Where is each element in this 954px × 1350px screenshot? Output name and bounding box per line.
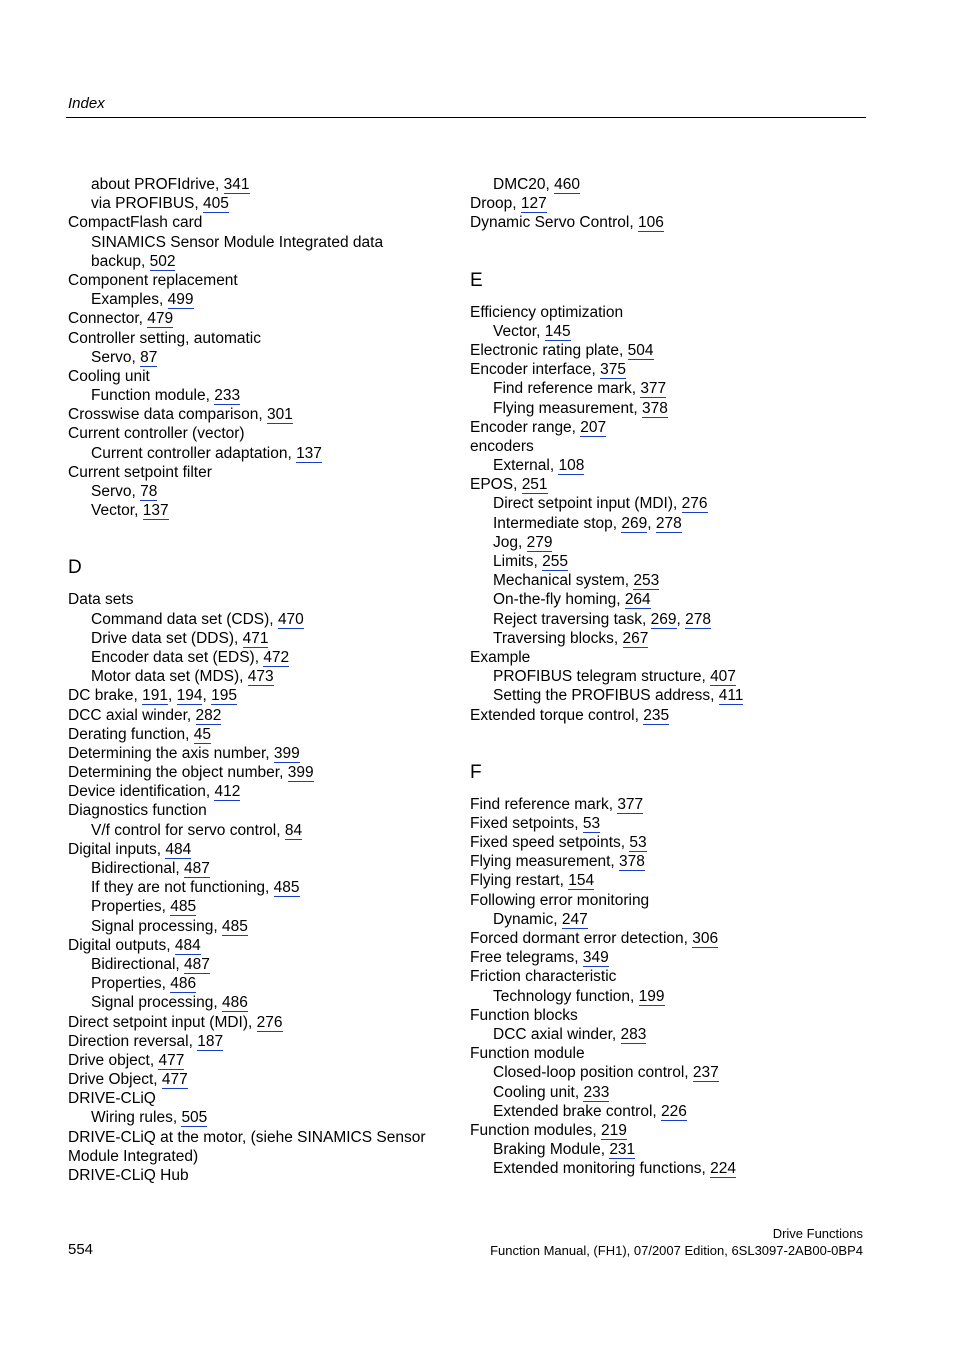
index-entry-text: Bidirectional, (91, 860, 185, 877)
index-entry (68, 367, 458, 386)
index-entry-text: via PROFIBUS, (91, 195, 203, 213)
index-entry (470, 929, 860, 948)
index-subentry (68, 993, 458, 1012)
page-link[interactable]: 187 (197, 1032, 224, 1050)
index-entry-text: Digital inputs, (68, 840, 166, 858)
index-subentry (68, 233, 458, 252)
index-subentry (68, 821, 458, 840)
index-entry-text: Fixed speed setpoints, (470, 834, 630, 852)
index-entry-text: Extended brake control, (493, 1102, 662, 1120)
page-link[interactable]: 502 (149, 252, 176, 270)
index-subentry (68, 897, 458, 916)
index-subentry (68, 610, 458, 629)
index-entry-text: Connector, (68, 310, 148, 328)
index-entry (68, 763, 458, 782)
page-link[interactable]: 306 (692, 930, 719, 947)
page-separator: , (647, 514, 656, 532)
index-subentry (470, 456, 860, 475)
index-entry-text: Fixed setpoints, (470, 814, 583, 832)
page-link[interactable]: 412 (214, 783, 241, 801)
index-entry-text: Flying restart, (470, 872, 569, 890)
page-link[interactable]: 264 (624, 591, 651, 609)
index-entry-text: Vector, (91, 502, 143, 520)
index-subentry (470, 322, 860, 341)
index-entry (470, 795, 860, 814)
page-link[interactable]: 278 (685, 610, 712, 628)
index-subentry (470, 552, 860, 571)
index-subentry (470, 571, 860, 590)
index-entry-text: On-the-fly homing, (493, 591, 625, 609)
index-subentry (68, 1108, 458, 1127)
index-entry-text: Function blocks (470, 1006, 578, 1024)
index-entry-text: Efficiency optimization (470, 303, 624, 321)
index-entry (470, 948, 860, 967)
index-entry-text: Limits, (493, 553, 543, 570)
index-entry-text: SINAMICS Sensor Module Integrated data (91, 233, 384, 251)
page-link[interactable]: 399 (287, 764, 314, 782)
page-link[interactable]: 349 (582, 949, 609, 967)
page-link[interactable]: 377 (617, 795, 644, 813)
index-entry-text: Jog, (493, 533, 527, 551)
index-entry-text: Drive Object, (68, 1071, 162, 1089)
page-link[interactable]: 504 (627, 341, 654, 359)
index-entry-text: Properties, (91, 898, 171, 916)
index-entry-text: encoders (470, 437, 534, 455)
index-entry-text: Encoder data set (EDS), (91, 648, 264, 666)
page-link[interactable]: 267 (622, 629, 649, 647)
page-link[interactable]: 471 (242, 629, 269, 647)
page-link[interactable]: 301 (267, 406, 293, 424)
page-link[interactable]: 251 (521, 476, 548, 494)
index-entry (68, 424, 458, 443)
index-entry (68, 686, 458, 705)
page-number: 554 (68, 1241, 94, 1258)
index-entry-text: Cooling unit (68, 367, 150, 385)
index-entry-text: backup, (91, 252, 150, 270)
index-entry-text: Technology function, (493, 987, 639, 1005)
index-entry-text: Motor data set (MDS), (91, 668, 248, 686)
index-subentry (68, 194, 458, 213)
index-entry (68, 1089, 458, 1108)
footer-manual-info: Function Manual, (FH1), 07/2007 Edition, 6SL3097-2AB00-0BP4 (490, 1243, 863, 1258)
index-subentry (68, 501, 458, 520)
index-entry-text: V/f control for servo control, (91, 821, 285, 839)
index-subentry (68, 648, 458, 667)
page-separator: , (202, 687, 212, 705)
index-subentry (470, 514, 860, 533)
index-entry-text: Traversing blocks, (493, 629, 623, 647)
index-subentry (68, 386, 458, 405)
header-rule (66, 117, 866, 118)
index-subentry (470, 1102, 860, 1121)
index-subentry (68, 444, 458, 463)
index-entry (470, 1044, 860, 1063)
index-section-letter: D (68, 557, 82, 579)
footer-doc-title: Drive Functions (772, 1226, 863, 1241)
index-entry-text: Current controller (vector) (68, 425, 245, 443)
index-entry (470, 852, 860, 871)
index-entry-text: CompactFlash card (68, 214, 203, 232)
page-link[interactable]: 231 (609, 1141, 636, 1159)
index-entry-text: Module Integrated) (68, 1147, 199, 1165)
index-subentry (68, 859, 458, 878)
index-entry-text: Extended torque control, (470, 706, 644, 724)
index-entry-text: Braking Module, (493, 1141, 610, 1159)
page-link[interactable]: 485 (170, 898, 197, 916)
index-entry-text: Properties, (91, 975, 171, 993)
index-entry-text: Find reference mark, (493, 380, 641, 398)
index-entry-text: Direct setpoint input (MDI), (68, 1013, 257, 1031)
index-entry (68, 1128, 458, 1147)
index-subentry (68, 917, 458, 936)
page-link[interactable]: 407 (710, 668, 736, 686)
index-subentry (470, 533, 860, 552)
index-entry-text: PROFIBUS telegram structure, (493, 668, 711, 686)
index-entry-text: Drive object, (68, 1051, 159, 1069)
page-link[interactable]: 472 (263, 648, 290, 666)
index-subentry (470, 910, 860, 929)
index-entry-text: Controller setting, automatic (68, 329, 261, 347)
index-entry (470, 194, 860, 213)
index-entry-text: Function module (470, 1045, 585, 1063)
index-entry (68, 590, 458, 609)
index-entry-text: Digital outputs, (68, 936, 175, 954)
index-entry (470, 341, 860, 360)
index-entry-text: Reject traversing task, (493, 610, 651, 628)
index-subentry (470, 667, 860, 686)
page-link[interactable]: 106 (637, 214, 664, 232)
index-entry (68, 782, 458, 801)
page-link[interactable]: 276 (681, 495, 708, 513)
index-entry-text: Determining the axis number, (68, 744, 274, 762)
index-entry-text: Encoder range, (470, 418, 581, 436)
index-entry-text: Flying measurement, (470, 853, 620, 871)
page-link[interactable]: 235 (643, 706, 670, 724)
page-link[interactable]: 460 (554, 176, 581, 193)
page-link[interactable]: 53 (582, 814, 601, 832)
index-subentry (470, 1140, 860, 1159)
page-link[interactable]: 191 (142, 687, 168, 705)
page-link[interactable]: 279 (526, 533, 553, 551)
index-entry-text: DMC20, (493, 176, 555, 193)
index-entry-text: Following error monitoring (470, 891, 650, 909)
index-entry (470, 891, 860, 910)
page-link[interactable]: 473 (247, 668, 274, 686)
index-entry-text: Droop, (470, 195, 521, 213)
page-link[interactable]: 233 (214, 387, 241, 405)
page-link[interactable]: 470 (277, 610, 304, 628)
index-entry (68, 840, 458, 859)
index-subentry (470, 1083, 860, 1102)
page-link[interactable]: 278 (655, 514, 682, 532)
index-entry (68, 309, 458, 328)
index-entry (470, 648, 860, 667)
page-link[interactable]: 378 (619, 853, 645, 871)
page-link[interactable]: 477 (158, 1051, 185, 1069)
index-entry-text: DCC axial winder, (68, 706, 196, 724)
index-subentry (470, 590, 860, 609)
index-entry-text: Setting the PROFIBUS address, (493, 687, 719, 705)
index-entry (68, 1013, 458, 1032)
page-link[interactable]: 219 (600, 1121, 627, 1139)
index-entry-text: Encoder interface, (470, 361, 601, 379)
index-subentry (68, 955, 458, 974)
page-separator: , (676, 610, 686, 628)
page-link[interactable]: 226 (661, 1102, 687, 1120)
index-entry-text: Function modules, (470, 1121, 601, 1139)
index-entry (68, 801, 458, 820)
index-entry-text: Dynamic, (493, 910, 562, 928)
page-link[interactable]: 78 (140, 483, 158, 500)
index-subentry (68, 290, 458, 309)
page-link[interactable]: 233 (583, 1083, 610, 1101)
index-subentry (470, 987, 860, 1006)
index-entry-text: Direct setpoint input (MDI), (493, 495, 682, 513)
index-entry (68, 1147, 458, 1166)
index-entry (68, 706, 458, 725)
index-entry-text: DC brake, (68, 687, 143, 705)
index-entry (470, 437, 860, 456)
page-link[interactable]: 269 (621, 514, 648, 532)
page-link[interactable]: 276 (256, 1013, 283, 1031)
index-entry-text: Find reference mark, (470, 795, 618, 813)
index-entry-text: Current controller adaptation, (91, 444, 297, 462)
page-link[interactable]: 479 (147, 310, 174, 328)
page-link[interactable]: 45 (193, 725, 212, 743)
index-entry-text: Derating function, (68, 725, 194, 743)
page-link[interactable]: 378 (642, 399, 668, 417)
index-entry (68, 463, 458, 482)
index-entry-text: Dynamic Servo Control, (470, 214, 638, 232)
index-entry-text: Device identification, (68, 783, 215, 801)
index-entry-text: Vector, (493, 322, 545, 340)
index-entry-text: Servo, (91, 483, 141, 500)
index-entry-text: Diagnostics function (68, 802, 207, 820)
index-entry-text: Component replacement (68, 271, 238, 289)
page-link[interactable]: 137 (142, 502, 169, 520)
index-entry-text: Mechanical system, (493, 572, 634, 590)
index-entry (68, 1051, 458, 1070)
index-entry (68, 271, 458, 290)
index-entry-text: Command data set (CDS), (91, 610, 278, 628)
index-entry (68, 1070, 458, 1089)
index-subentry (470, 379, 860, 398)
index-subentry (470, 175, 860, 194)
page-link[interactable]: 137 (296, 444, 322, 462)
index-entry-text: Signal processing, (91, 994, 222, 1012)
index-entry (68, 936, 458, 955)
index-subentry (470, 1159, 860, 1178)
page-link[interactable]: 154 (568, 872, 595, 890)
index-entry-text: DRIVE-CLiQ (68, 1090, 156, 1108)
index-subentry (68, 252, 458, 271)
index-entry-text: Crosswise data comparison, (68, 406, 267, 424)
header-title: Index (68, 95, 105, 112)
index-entry (68, 744, 458, 763)
index-subentry (68, 974, 458, 993)
index-entry-text: DRIVE-CLiQ at the motor, (siehe SINAMICS Sensor (68, 1128, 426, 1146)
page-link[interactable]: 108 (558, 457, 585, 475)
page-link[interactable]: 194 (176, 687, 203, 705)
index-column-left (68, 175, 458, 1185)
index-entry-text: Bidirectional, (91, 955, 185, 973)
page-link[interactable]: 84 (284, 821, 303, 839)
index-entry-text: Direction reversal, (68, 1032, 198, 1050)
index-entry-text: Drive data set (DDS), (91, 629, 243, 647)
page-link[interactable]: 269 (650, 610, 677, 628)
index-entry-text: Data sets (68, 591, 134, 609)
index-subentry (470, 629, 860, 648)
page-link[interactable]: 505 (181, 1109, 208, 1127)
page-link[interactable]: 199 (638, 987, 665, 1005)
page-link[interactable]: 247 (561, 910, 588, 928)
index-section-letter: F (470, 761, 482, 783)
page-link[interactable]: 405 (202, 195, 229, 213)
index-subentry (68, 482, 458, 501)
index-entry (68, 405, 458, 424)
index-entry (470, 706, 860, 725)
index-entry-text: External, (493, 457, 559, 475)
index-entry (470, 833, 860, 852)
index-entry (470, 360, 860, 379)
index-entry-text: Forced dormant error detection, (470, 930, 693, 947)
index-subentry (470, 1025, 860, 1044)
page-link[interactable]: 87 (140, 348, 158, 366)
index-subentry (68, 878, 458, 897)
index-subentry (68, 629, 458, 648)
page-link[interactable]: 237 (692, 1064, 719, 1082)
index-entry-text: DCC axial winder, (493, 1025, 621, 1043)
page-separator: , (167, 687, 177, 705)
index-entry-text: about PROFIdrive, (91, 176, 224, 193)
index-subentry (68, 667, 458, 686)
index-entry (470, 871, 860, 890)
page-link[interactable]: 255 (542, 553, 568, 570)
page-link[interactable]: 485 (273, 879, 300, 897)
page-link[interactable]: 486 (170, 975, 197, 993)
index-entry (68, 725, 458, 744)
index-subentry (68, 175, 458, 194)
page-link[interactable]: 486 (221, 994, 248, 1012)
index-entry-text: Cooling unit, (493, 1083, 584, 1101)
page-link[interactable]: 282 (195, 706, 222, 724)
index-entry (470, 1121, 860, 1140)
page-link[interactable]: 411 (718, 687, 744, 705)
page-link[interactable]: 485 (221, 917, 248, 935)
index-entry (68, 329, 458, 348)
index-entry-text: Signal processing, (91, 917, 222, 935)
index-subentry (470, 1063, 860, 1082)
index-entry-text: DRIVE-CLiQ Hub (68, 1167, 189, 1184)
index-entry (470, 1006, 860, 1025)
index-entry-text: Flying measurement, (493, 399, 643, 417)
index-subentry (470, 686, 860, 705)
page-link[interactable]: 341 (223, 176, 250, 193)
page-link[interactable]: 487 (184, 860, 210, 877)
index-entry-text: Intermediate stop, (493, 514, 622, 532)
page-link[interactable]: 377 (640, 380, 667, 398)
page-link[interactable]: 253 (633, 572, 660, 590)
index-entry-text: Examples, (91, 291, 168, 309)
index-subentry (68, 348, 458, 367)
page-link[interactable]: 53 (629, 834, 647, 852)
page-link[interactable]: 283 (620, 1025, 647, 1043)
index-entry-text: Friction characteristic (470, 968, 617, 986)
index-entry (68, 1166, 458, 1185)
page-link[interactable]: 477 (161, 1071, 188, 1089)
index-entry (470, 418, 860, 437)
index-entry-text: Function module, (91, 387, 215, 405)
page-link[interactable]: 207 (580, 418, 607, 436)
index-entry-text: If they are not functioning, (91, 879, 274, 897)
index-entry (470, 967, 860, 986)
index-entry-text: Example (470, 648, 531, 666)
page-link[interactable]: 375 (600, 361, 626, 379)
page-link[interactable]: 484 (174, 936, 201, 954)
index-entry-text: Servo, (91, 348, 141, 366)
page-link[interactable]: 145 (544, 322, 571, 340)
index-entry-text: Determining the object number, (68, 764, 288, 782)
page-link[interactable]: 399 (273, 744, 300, 762)
page-link[interactable]: 499 (167, 291, 194, 309)
index-entry (470, 475, 860, 494)
index-subentry (470, 494, 860, 513)
index-entry-text: Wiring rules, (91, 1109, 182, 1127)
page-link[interactable]: 487 (184, 955, 210, 973)
index-entry-text: Extended monitoring functions, (493, 1160, 711, 1178)
index-subentry (470, 610, 860, 629)
index-entry (470, 303, 860, 322)
index-entry-text: Current setpoint filter (68, 463, 212, 481)
index-entry (470, 213, 860, 232)
index-entry-text: Free telegrams, (470, 949, 583, 967)
page-link[interactable]: 195 (211, 687, 237, 705)
page-link[interactable]: 224 (710, 1160, 737, 1178)
index-column-right (470, 175, 860, 1178)
index-entry (68, 1032, 458, 1051)
page-link[interactable]: 127 (520, 195, 547, 213)
index-entry-text: Closed-loop position control, (493, 1064, 693, 1082)
index-entry (68, 213, 458, 232)
index-entry-text: Electronic rating plate, (470, 341, 628, 359)
index-entry-text: EPOS, (470, 476, 522, 494)
page-link[interactable]: 484 (165, 840, 192, 858)
index-subentry (470, 399, 860, 418)
index-section-letter: E (470, 269, 483, 291)
index-entry (470, 814, 860, 833)
